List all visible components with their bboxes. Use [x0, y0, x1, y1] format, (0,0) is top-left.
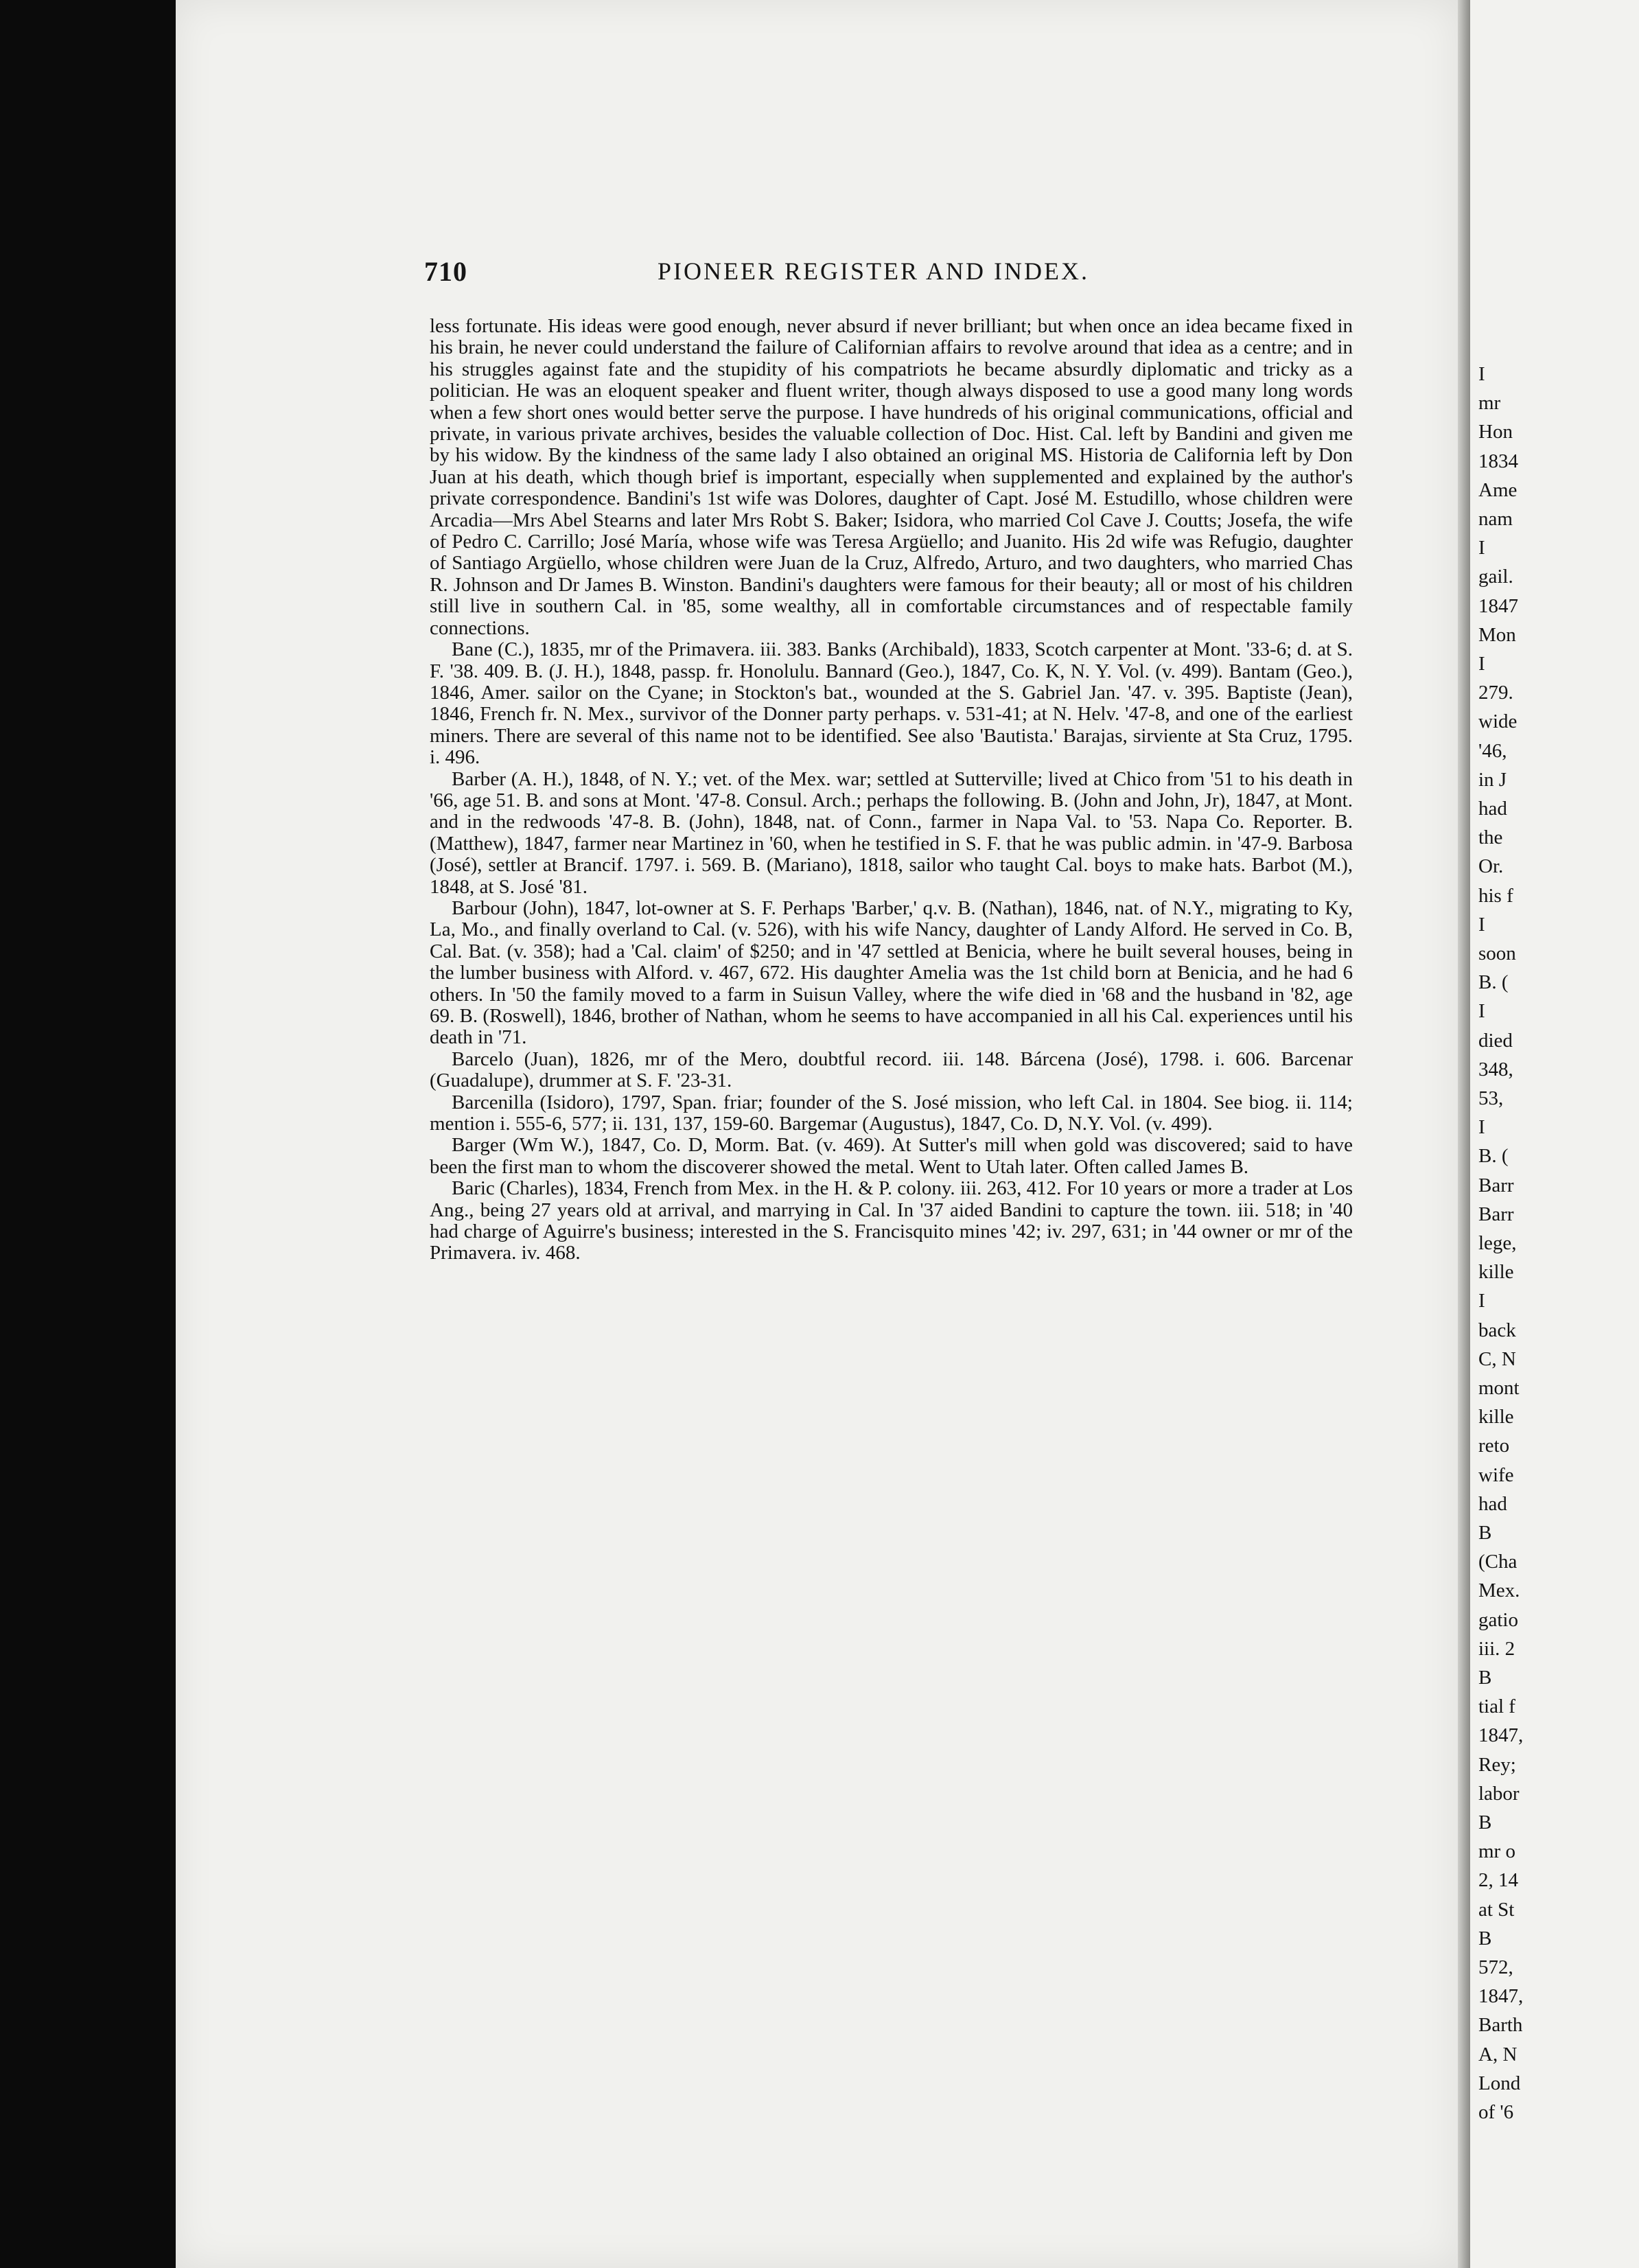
adjacent-page-fragment: gatio	[1478, 1608, 1518, 1631]
adjacent-page-fragment: I	[1478, 1000, 1485, 1023]
page-number: 710	[424, 256, 467, 287]
adjacent-page-fragment: mr	[1478, 392, 1501, 415]
adjacent-page-fragment: reto	[1478, 1435, 1510, 1457]
adjacent-page-fragment: the	[1478, 826, 1503, 849]
paragraph-bane-banks: Bane (C.), 1835, mr of the Primavera. iii. 383. Banks (Archibald), 1833, Scotch carpenter at Mont. '33-6; d. at S. F. '38. 409. B. (J. H.), 1848, passp. fr. Honolulu. Bannard (Geo.), 1847, Co. K, N. Y. Vol. (v. 499). Bantam (Geo.), 1846, Amer. sailor on the Cyane; in Stockton's bat., wounded at the S. Gabriel Jan. '47. v. 395. Baptiste (Jean), 1846, French fr. N. Mex., survivor of the Donner party perhaps. v. 531-41; at N. Helv. '47-8, and one of the earliest miners. There are several of this name not to be identified. See also 'Bautista.' Barajas, sirviente at Sta Cruz, 1795. i. 496.	[430, 638, 1353, 769]
adjacent-page-fragment: wife	[1478, 1463, 1514, 1486]
adjacent-page-fragment: B	[1478, 1927, 1492, 1949]
adjacent-page-fragment: Lond	[1478, 2072, 1521, 2094]
paragraph-barcelo: Barcelo (Juan), 1826, mr of the Mero, doubtful record. iii. 148. Bárcena (José), 1798. i. 606. Barcenar (Guadalupe), drummer at S. F. '23-31.	[430, 1048, 1353, 1092]
adjacent-page-fragment: mont	[1478, 1377, 1520, 1399]
adjacent-page-fragment: of '6	[1478, 2101, 1514, 2123]
paragraph-barber: Barber (A. H.), 1848, of N. Y.; vet. of the Mex. war; settled at Sutterville; lived at Chico from '51 to his death in '66, age 51. B. and sons at Mont. '47-8. Consul. Arch.; perhaps the following. B. (John and John, Jr), 1847, at Mont. and in the redwoods '47-8. B. (John), 1848, nat. of Conn., farmer in Napa Val. to '53. Napa Co. Reporter. B. (Matthew), 1847, farmer near Martinez in '60, when he testified in S. F. that he was public admin. in '47-9. Barbosa (José), settler at Brancif. 1797. i. 569. B. (Mariano), 1818, sailor who taught Cal. boys to make hats. Barbot (M.), 1848, at S. José '81.	[430, 767, 1353, 898]
adjacent-page-fragment: B	[1478, 1812, 1492, 1833]
adjacent-page-fragment: 572,	[1478, 1956, 1513, 1978]
adjacent-page-fragment: kille	[1478, 1406, 1514, 1428]
adjacent-page-fragment: I	[1478, 363, 1485, 385]
body-text	[430, 316, 1353, 1264]
adjacent-page-fragment: I	[1478, 913, 1485, 936]
adjacent-page-fragment: Mex.	[1478, 1579, 1520, 1602]
adjacent-page-fragment: labor	[1478, 1782, 1520, 1805]
paragraph-barcenilla: Barcenilla (Isidoro), 1797, Span. friar; founder of the S. José mission, who left Cal. in 1804. See biog. ii. 114; mention i. 555-6, 577; ii. 131, 137, 159-60. Bargemar (Augustus), 1847, Co. D, N.Y. Vol. (v. 499).	[430, 1091, 1353, 1135]
adjacent-page-fragment: 1847,	[1478, 1985, 1524, 2008]
adjacent-page-fragment: B	[1478, 1667, 1492, 1689]
adjacent-page-fragment: died	[1478, 1029, 1513, 1052]
adjacent-page-fragment: his f	[1478, 884, 1513, 907]
page-title: PIONEER REGISTER AND INDEX.	[658, 257, 1089, 285]
adjacent-page-fragment: Mon	[1478, 623, 1516, 646]
adjacent-page-fragment: soon	[1478, 942, 1516, 964]
adjacent-page-fragment: 53,	[1478, 1087, 1504, 1109]
adjacent-page-fragment: mr o	[1478, 1840, 1515, 1863]
adjacent-page-fragment: Ame	[1478, 478, 1518, 501]
adjacent-page-fragment: I	[1478, 537, 1485, 559]
adjacent-page-fragment: lege,	[1478, 1232, 1517, 1254]
running-header	[424, 255, 1354, 286]
adjacent-page-fragment: C, N	[1478, 1347, 1516, 1370]
adjacent-page-fragment: 2, 14	[1478, 1869, 1518, 1892]
adjacent-page-fragment: iii. 2	[1478, 1637, 1515, 1660]
adjacent-page-fragment: Barr	[1478, 1174, 1514, 1196]
paragraph-barbour: Barbour (John), 1847, lot-owner at S. F. Perhaps 'Barber,' q.v. B. (Nathan), 1846, nat. of N.Y., migrating to Ky, La, Mo., and finally overland to Cal. (v. 526), with his wife Nancy, daughter of Landy Alford. He served in Co. B, Cal. Bat. (v. 358); had a 'Cal. claim' of $250; and in '47 settled at Benicia, where he built several houses, being in the lumber business with Alford. v. 467, 672. His daughter Amelia was the 1st child born at Benicia, and he had 6 others. In '50 the family moved to a farm in Suisun Valley, where the wife died in '68 and the husband in '82, age 69. B. (Roswell), 1846, brother of Nathan, whom he seems to have accompanied in all his Cal. experiences until his death in '71.	[430, 896, 1353, 1049]
adjacent-page-fragment: (Cha	[1478, 1551, 1518, 1573]
adjacent-page-fragment: 1847	[1478, 594, 1518, 617]
adjacent-page-fragment: 279.	[1478, 682, 1513, 704]
adjacent-page-fragment: wide	[1478, 710, 1518, 733]
adjacent-page-fragment: 1847,	[1478, 1724, 1524, 1747]
paragraph-barger: Barger (Wm W.), 1847, Co. D, Morm. Bat. (v. 469). At Sutter's mill when gold was discovered; said to have been the first man to whom the discoverer showed the metal. Went to Utah later. Often called James B.	[430, 1134, 1353, 1178]
adjacent-page-fragment: Hon	[1478, 421, 1513, 443]
adjacent-page-fragment: A, N	[1478, 2043, 1518, 2066]
adjacent-page-fragment: tial f	[1478, 1696, 1515, 1718]
adjacent-page-fragment: I	[1478, 1116, 1485, 1139]
adjacent-page-fragment: I	[1478, 1290, 1485, 1312]
adjacent-page-fragment: back	[1478, 1319, 1516, 1341]
adjacent-page-fragment: Rey;	[1478, 1753, 1516, 1776]
adjacent-page-fragment: '46,	[1478, 739, 1507, 762]
adjacent-page-fragment: 1834	[1478, 450, 1518, 472]
adjacent-page-fragment: had	[1478, 798, 1507, 820]
adjacent-page-fragment: B	[1478, 1522, 1492, 1544]
paragraph-bandini-continued: less fortunate. His ideas were good enough, never absurd if never brilliant; but when once an idea became fixed in his brain, he never could understand the failure of Californian affairs to revolve around that idea as a centre; and in his struggles against fate and the stupidity of his compatriots he became absurdly diplomatic and tricky as a politician. He was an eloquent speaker and fluent writer, though always disposed to use a good many long words when a few short ones would better serve the purpose. I have hundreds of his original communications, official and private, in various private archives, besides the valuable collection of Doc. Hist. Cal. left by Bandini and given me by his widow. By the kindness of the same lady I also obtained an original MS. Historia de California left by Don Juan at his death, which though brief is important, especially when supplemented and explained by the author's private correspondence. Bandini's 1st wife was Dolores, daughter of Capt. José M. Estudillo, whose children were Arcadia—Mrs Abel Stearns and later Mrs Robt S. Baker; Isidora, who married Col Cave J. Coutts; Josefa, the wife of Pedro C. Carrillo; José María, whose wife was Teresa Argüello; and Juanito. His 2d wife was Refugio, daughter of Santiago Argüello, whose children were Juan de la Cruz, Alfredo, Arturo, and two daughters, who married Chas R. Johnson and Dr James B. Winston. Bandini's daughters were famous for their beauty; all or most of his children still live in southern Cal. in '85, some wealthy, all in comfortable circumstances and of respectable family connections.	[430, 315, 1353, 639]
adjacent-page	[1470, 0, 1639, 2268]
adjacent-page-fragment: Barr	[1478, 1203, 1514, 1225]
adjacent-page-fragment: nam	[1478, 508, 1513, 530]
adjacent-page-fragment: kille	[1478, 1261, 1514, 1284]
adjacent-page-fragment: in J	[1478, 768, 1507, 791]
adjacent-page-fragment: 348,	[1478, 1058, 1513, 1080]
adjacent-page-fragment: I	[1478, 653, 1485, 675]
adjacent-page-fragment: Barth	[1478, 2014, 1523, 2037]
adjacent-page-fragment: B. (	[1478, 1145, 1509, 1168]
adjacent-page-fragment: gail.	[1478, 566, 1513, 588]
adjacent-page-fragment: had	[1478, 1492, 1507, 1515]
adjacent-page-fragment: B. (	[1478, 971, 1509, 994]
adjacent-page-fragment: Or.	[1478, 855, 1504, 878]
adjacent-page-fragment: at St	[1478, 1898, 1515, 1921]
paragraph-baric: Baric (Charles), 1834, French from Mex. in the H. & P. colony. iii. 263, 412. For 10 years or more a trader at Los Ang., being 27 years old at arrival, and marrying in Cal. In '37 aided Bandini to capture the town. iii. 518; in '40 had charge of Aguirre's business; interested in the S. Francisquito mines '42; iv. 297, 631; in '44 owner or mr of the Primavera. iv. 468.	[430, 1177, 1353, 1264]
page-gutter-edge	[1458, 0, 1470, 2268]
